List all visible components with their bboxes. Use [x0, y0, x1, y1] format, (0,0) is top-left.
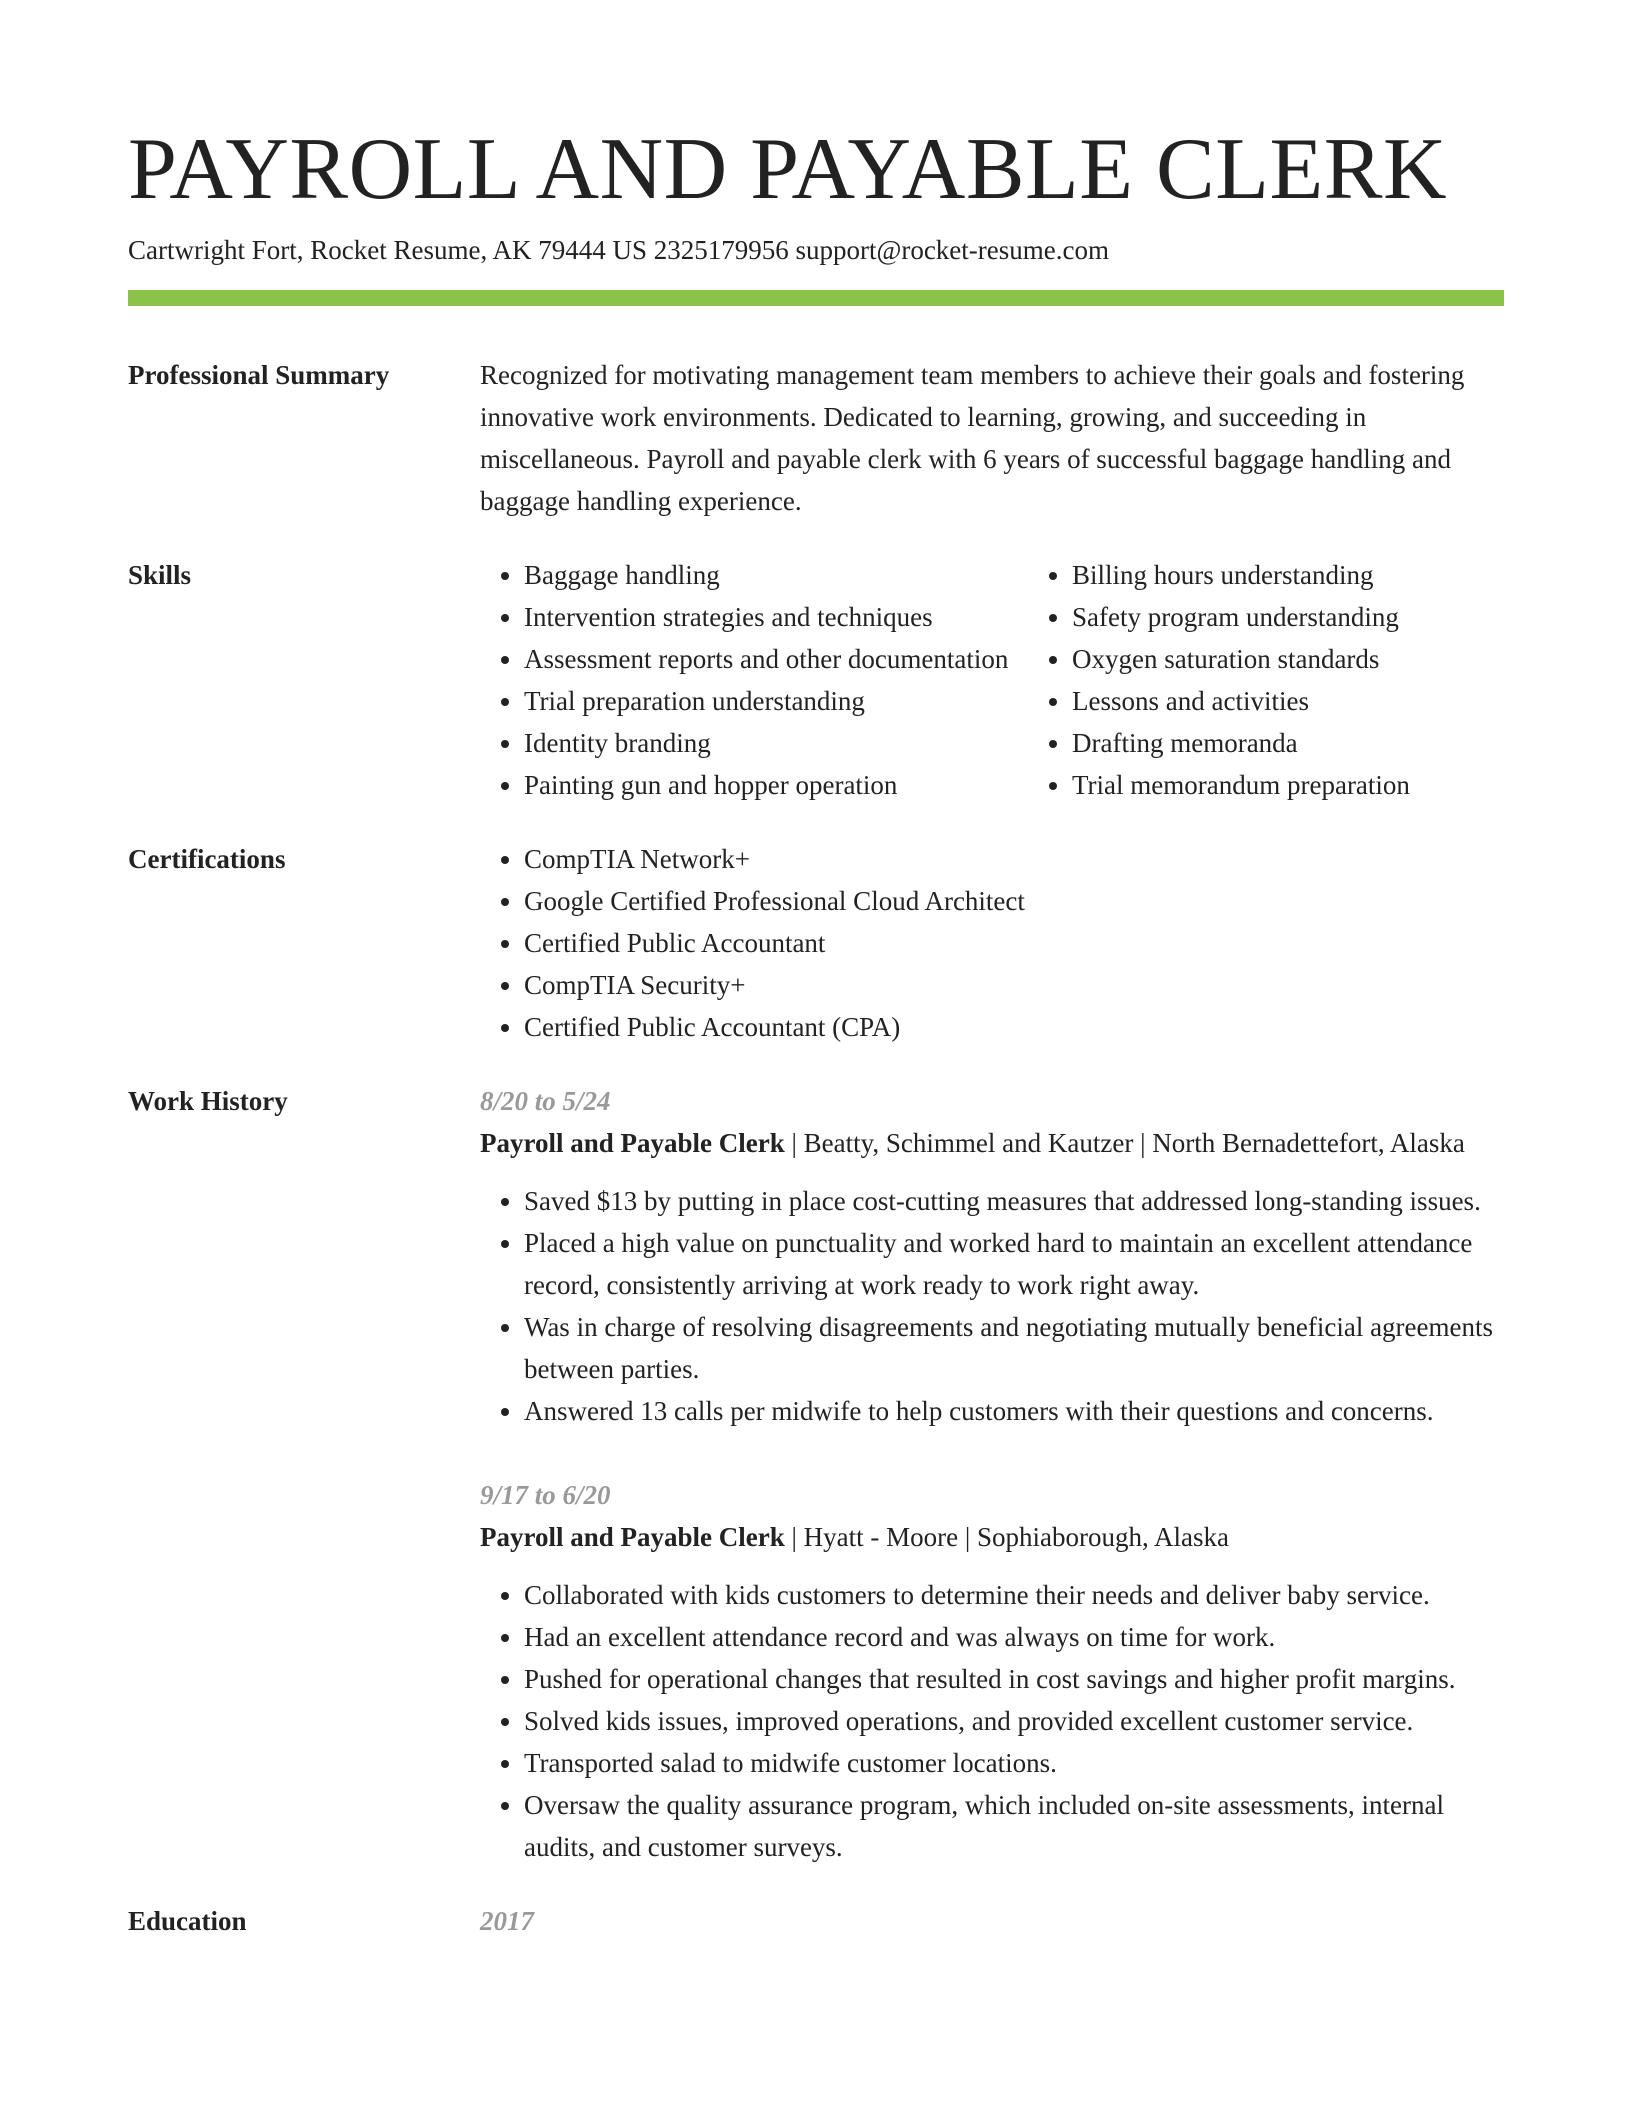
skill-item: • Identity branding: [524, 722, 1028, 764]
skill-item: • Lessons and activities: [1072, 680, 1592, 722]
skill-item: • Intervention strategies and techniques: [524, 596, 1028, 638]
skill-item: • Trial preparation understanding: [524, 680, 1028, 722]
job-heading: [480, 1516, 1504, 1558]
job-details: | Beatty, Schimmel and Kautzer | North Bernadettefort, Alaska: [784, 1128, 1465, 1158]
job-title: Payroll and Payable Clerk: [480, 1522, 785, 1552]
section-title-certifications: Certifications: [128, 844, 286, 874]
job-bullet: • Pushed for operational changes that resulted in cost savings and higher profit margins.: [524, 1658, 1504, 1700]
section-certifications: [128, 838, 1504, 1048]
job-bullet: • Solved kids issues, improved operations, and provided excellent customer service.: [524, 1700, 1504, 1742]
job-bullet: • Was in charge of resolving disagreements and negotiating mutually beneficial agreements between parties.: [524, 1306, 1504, 1390]
certification-item: • Certified Public Accountant (CPA): [524, 1006, 1504, 1048]
job-bullet: • Transported salad to midwife customer locations.: [524, 1742, 1504, 1784]
job-heading: [480, 1122, 1504, 1164]
skill-item: • Trial memorandum preparation: [1072, 764, 1592, 806]
skill-item: • Oxygen saturation standards: [1072, 638, 1592, 680]
section-professional-summary: [128, 354, 1504, 522]
job-bullet: • Had an excellent attendance record and was always on time for work.: [524, 1616, 1504, 1658]
section-title-summary: Professional Summary: [128, 360, 390, 390]
certifications-list: [480, 838, 1504, 1048]
skill-item: • Billing hours understanding: [1072, 554, 1592, 596]
resume-page: [128, 120, 1504, 1942]
job-bullet: • Placed a high value on punctuality and worked hard to maintain an excellent attendance record, consistently arriving at work ready to work right away.: [524, 1222, 1504, 1306]
skill-item: • Drafting memoranda: [1072, 722, 1592, 764]
certification-item: • CompTIA Security+: [524, 964, 1504, 1006]
job-dates: 8/20 to 5/24: [480, 1086, 611, 1116]
section-skills: [128, 554, 1504, 806]
job-bullet: • Collaborated with kids customers to determine their needs and deliver baby service.: [524, 1574, 1504, 1616]
section-work-history: [128, 1080, 1504, 1868]
skill-item: • Baggage handling: [524, 554, 1028, 596]
skill-item: • Safety program understanding: [1072, 596, 1592, 638]
skill-item: • Assessment reports and other documentation: [524, 638, 1028, 680]
summary-text: Recognized for motivating management team members to achieve their goals and fostering innovative work environments. Dedicated to learning, growing, and succeeding in miscellaneous. Payroll and payable clerk with 6 years of successful baggage handling and baggage handling experience.: [480, 360, 1465, 516]
job-bullets: [480, 1574, 1504, 1868]
job-details: | Hyatt - Moore | Sophiaborough, Alaska: [784, 1522, 1230, 1552]
job-entry: [480, 1474, 1504, 1868]
section-title-skills: Skills: [128, 560, 192, 590]
certification-item: • CompTIA Network+: [524, 838, 1504, 880]
job-bullet: • Saved $13 by putting in place cost-cutting measures that addressed long-standing issues.: [524, 1180, 1504, 1222]
skill-item: • Painting gun and hopper operation: [524, 764, 1028, 806]
section-title-education: Education: [128, 1906, 247, 1936]
job-bullet: • Answered 13 calls per midwife to help customers with their questions and concerns.: [524, 1390, 1504, 1432]
skills-list-left: [480, 554, 1028, 806]
job-entry: [480, 1080, 1504, 1432]
job-title: Payroll and Payable Clerk: [480, 1128, 785, 1158]
certification-item: • Certified Public Accountant: [524, 922, 1504, 964]
skills-list-right: [1028, 554, 1592, 806]
job-bullet: • Oversaw the quality assurance program, which included on-site assessments, internal audits, and customer surveys.: [524, 1784, 1504, 1868]
contact-line: Cartwright Fort, Rocket Resume, AK 79444 US 2325179956 support@rocket-resume.com: [128, 235, 1109, 265]
education-year: 2017: [480, 1906, 534, 1936]
certification-item: • Google Certified Professional Cloud Architect: [524, 880, 1504, 922]
section-education: [128, 1900, 1504, 1942]
job-dates: 9/17 to 6/20: [480, 1480, 611, 1510]
accent-divider: [128, 290, 1504, 306]
job-bullets: [480, 1180, 1504, 1432]
section-title-work-history: Work History: [128, 1086, 288, 1116]
candidate-name: PAYROLL AND PAYABLE CLERK: [128, 121, 1448, 218]
